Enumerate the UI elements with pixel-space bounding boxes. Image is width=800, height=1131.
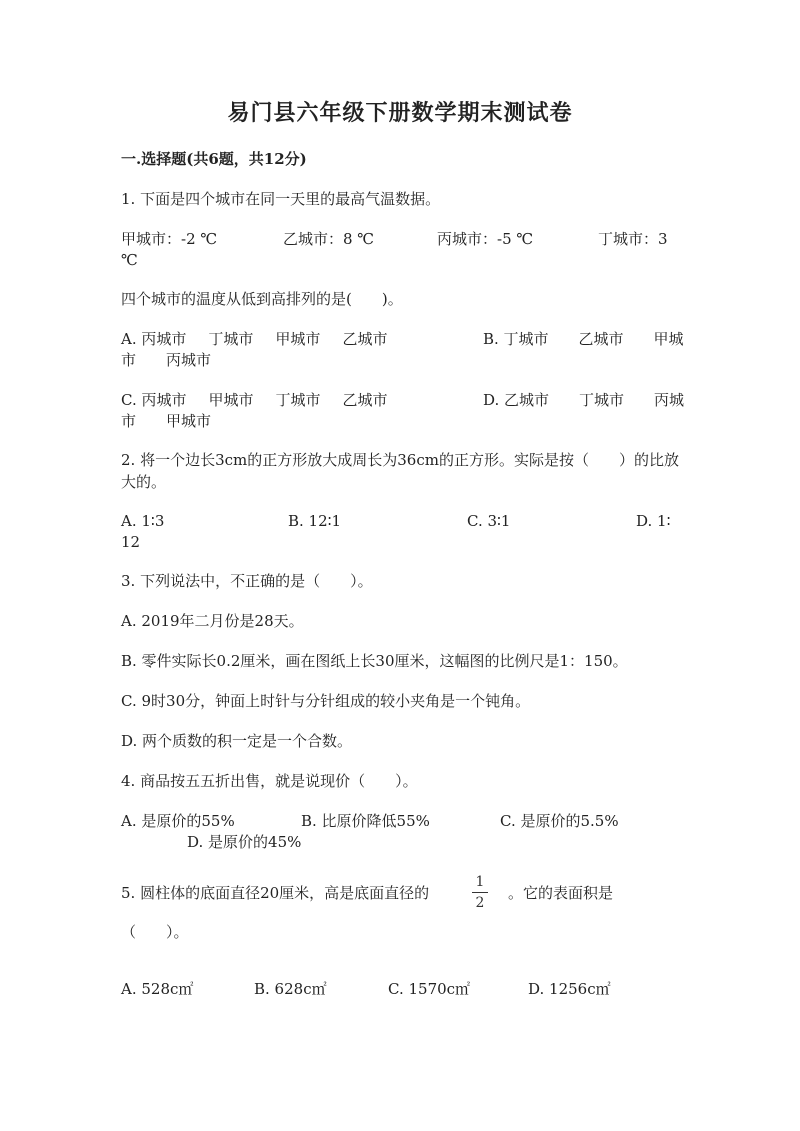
q5-stem-post: 。它的表面积是 bbox=[508, 884, 614, 902]
q2-stem: 2. 将一个边长3cm的正方形放大成周长为36cm的正方形。实际是按（ ）的比放大的。 bbox=[121, 451, 679, 491]
q1-option-c-word: 乙城市 bbox=[342, 391, 388, 409]
fraction-one-half bbox=[472, 874, 488, 911]
q1-stem: 1. 下面是四个城市在同一天里的最高气温数据。 bbox=[121, 190, 441, 208]
q1-temp-unit: ℃ bbox=[121, 251, 138, 269]
q1-option-c-word: 丁城市 bbox=[275, 391, 321, 409]
q1-option-c-word: 甲城市 bbox=[208, 391, 254, 409]
q3-option-d: D. 两个质数的积一定是一个合数。 bbox=[121, 732, 353, 750]
q5-stem-line2: （ ）。 bbox=[121, 923, 189, 941]
q2-option-a: A. 1∶3 bbox=[121, 512, 165, 530]
q1-option-d-line2: 市 甲城市 bbox=[121, 412, 212, 430]
q2-option-d: D. 1∶ bbox=[636, 512, 671, 530]
q1-option-b-line2: 市 丙城市 bbox=[121, 351, 212, 369]
q4-option-d: D. 是原价的45% bbox=[187, 833, 302, 851]
q1-option-b-line1: B. 丁城市 乙城市 甲城 bbox=[483, 330, 684, 348]
page-title: 易门县六年级下册数学期末测试卷 bbox=[227, 100, 573, 126]
q4-option-b: B. 比原价降低55% bbox=[301, 812, 430, 830]
q1-option-c bbox=[121, 389, 388, 411]
q5-option-d: D. 1256c㎡ bbox=[528, 980, 611, 998]
q1-option-a-label: A. bbox=[121, 330, 137, 348]
section-heading: 一.选择题(共6题，共12分) bbox=[121, 150, 307, 168]
q1-ask: 四个城市的温度从低到高排列的是( )。 bbox=[121, 290, 403, 308]
q5-option-b: B. 628c㎡ bbox=[254, 980, 327, 998]
q1-option-d-line1: D. 乙城市 丁城市 丙城 bbox=[483, 391, 685, 409]
q3-stem: 3. 下列说法中，不正确的是（ ）。 bbox=[121, 572, 373, 590]
q4-option-a: A. 是原价的55% bbox=[121, 812, 235, 830]
fraction-denominator: 2 bbox=[475, 895, 485, 911]
q4-option-c: C. 是原价的5.5% bbox=[500, 812, 619, 830]
fraction-bar bbox=[472, 892, 488, 893]
q1-option-c-label: C. bbox=[121, 391, 137, 409]
q1-temp-b: 乙城市：8 ℃ bbox=[283, 230, 375, 248]
q1-option-a-word: 丁城市 bbox=[208, 330, 254, 348]
q1-temp-a: 甲城市：-2 ℃ bbox=[121, 230, 218, 248]
q3-option-b: B. 零件实际长0.2厘米，画在图纸上长30厘米，这幅图的比例尺是1：150。 bbox=[121, 652, 628, 670]
q1-temp-c: 丙城市：-5 ℃ bbox=[437, 230, 534, 248]
q3-option-a: A. 2019年二月份是28天。 bbox=[121, 612, 304, 630]
q3-option-c: C. 9时30分，钟面上时针与分针组成的较小夹角是一个钝角。 bbox=[121, 692, 531, 710]
fraction-numerator: 1 bbox=[475, 874, 485, 890]
q1-option-a-word: 丙城市 bbox=[141, 330, 187, 348]
q4-stem: 4. 商品按五五折出售，就是说现价（ ）。 bbox=[121, 772, 418, 790]
q1-option-a-word: 乙城市 bbox=[342, 330, 388, 348]
q1-option-a bbox=[121, 328, 387, 350]
q1-option-a-word: 甲城市 bbox=[275, 330, 321, 348]
q5-option-c: C. 1570c㎡ bbox=[388, 980, 471, 998]
q2-option-b: B. 12∶1 bbox=[288, 512, 342, 530]
q1-option-c-word: 丙城市 bbox=[141, 391, 187, 409]
q1-temp-d: 丁城市：3 bbox=[598, 230, 668, 248]
q2-option-c: C. 3∶1 bbox=[467, 512, 511, 530]
q2-option-d-wrap: 12 bbox=[121, 533, 141, 551]
q5-stem-pre: 5. 圆柱体的底面直径20厘米，高是底面直径的 bbox=[121, 884, 430, 902]
q5-option-a: A. 528c㎡ bbox=[121, 980, 194, 998]
